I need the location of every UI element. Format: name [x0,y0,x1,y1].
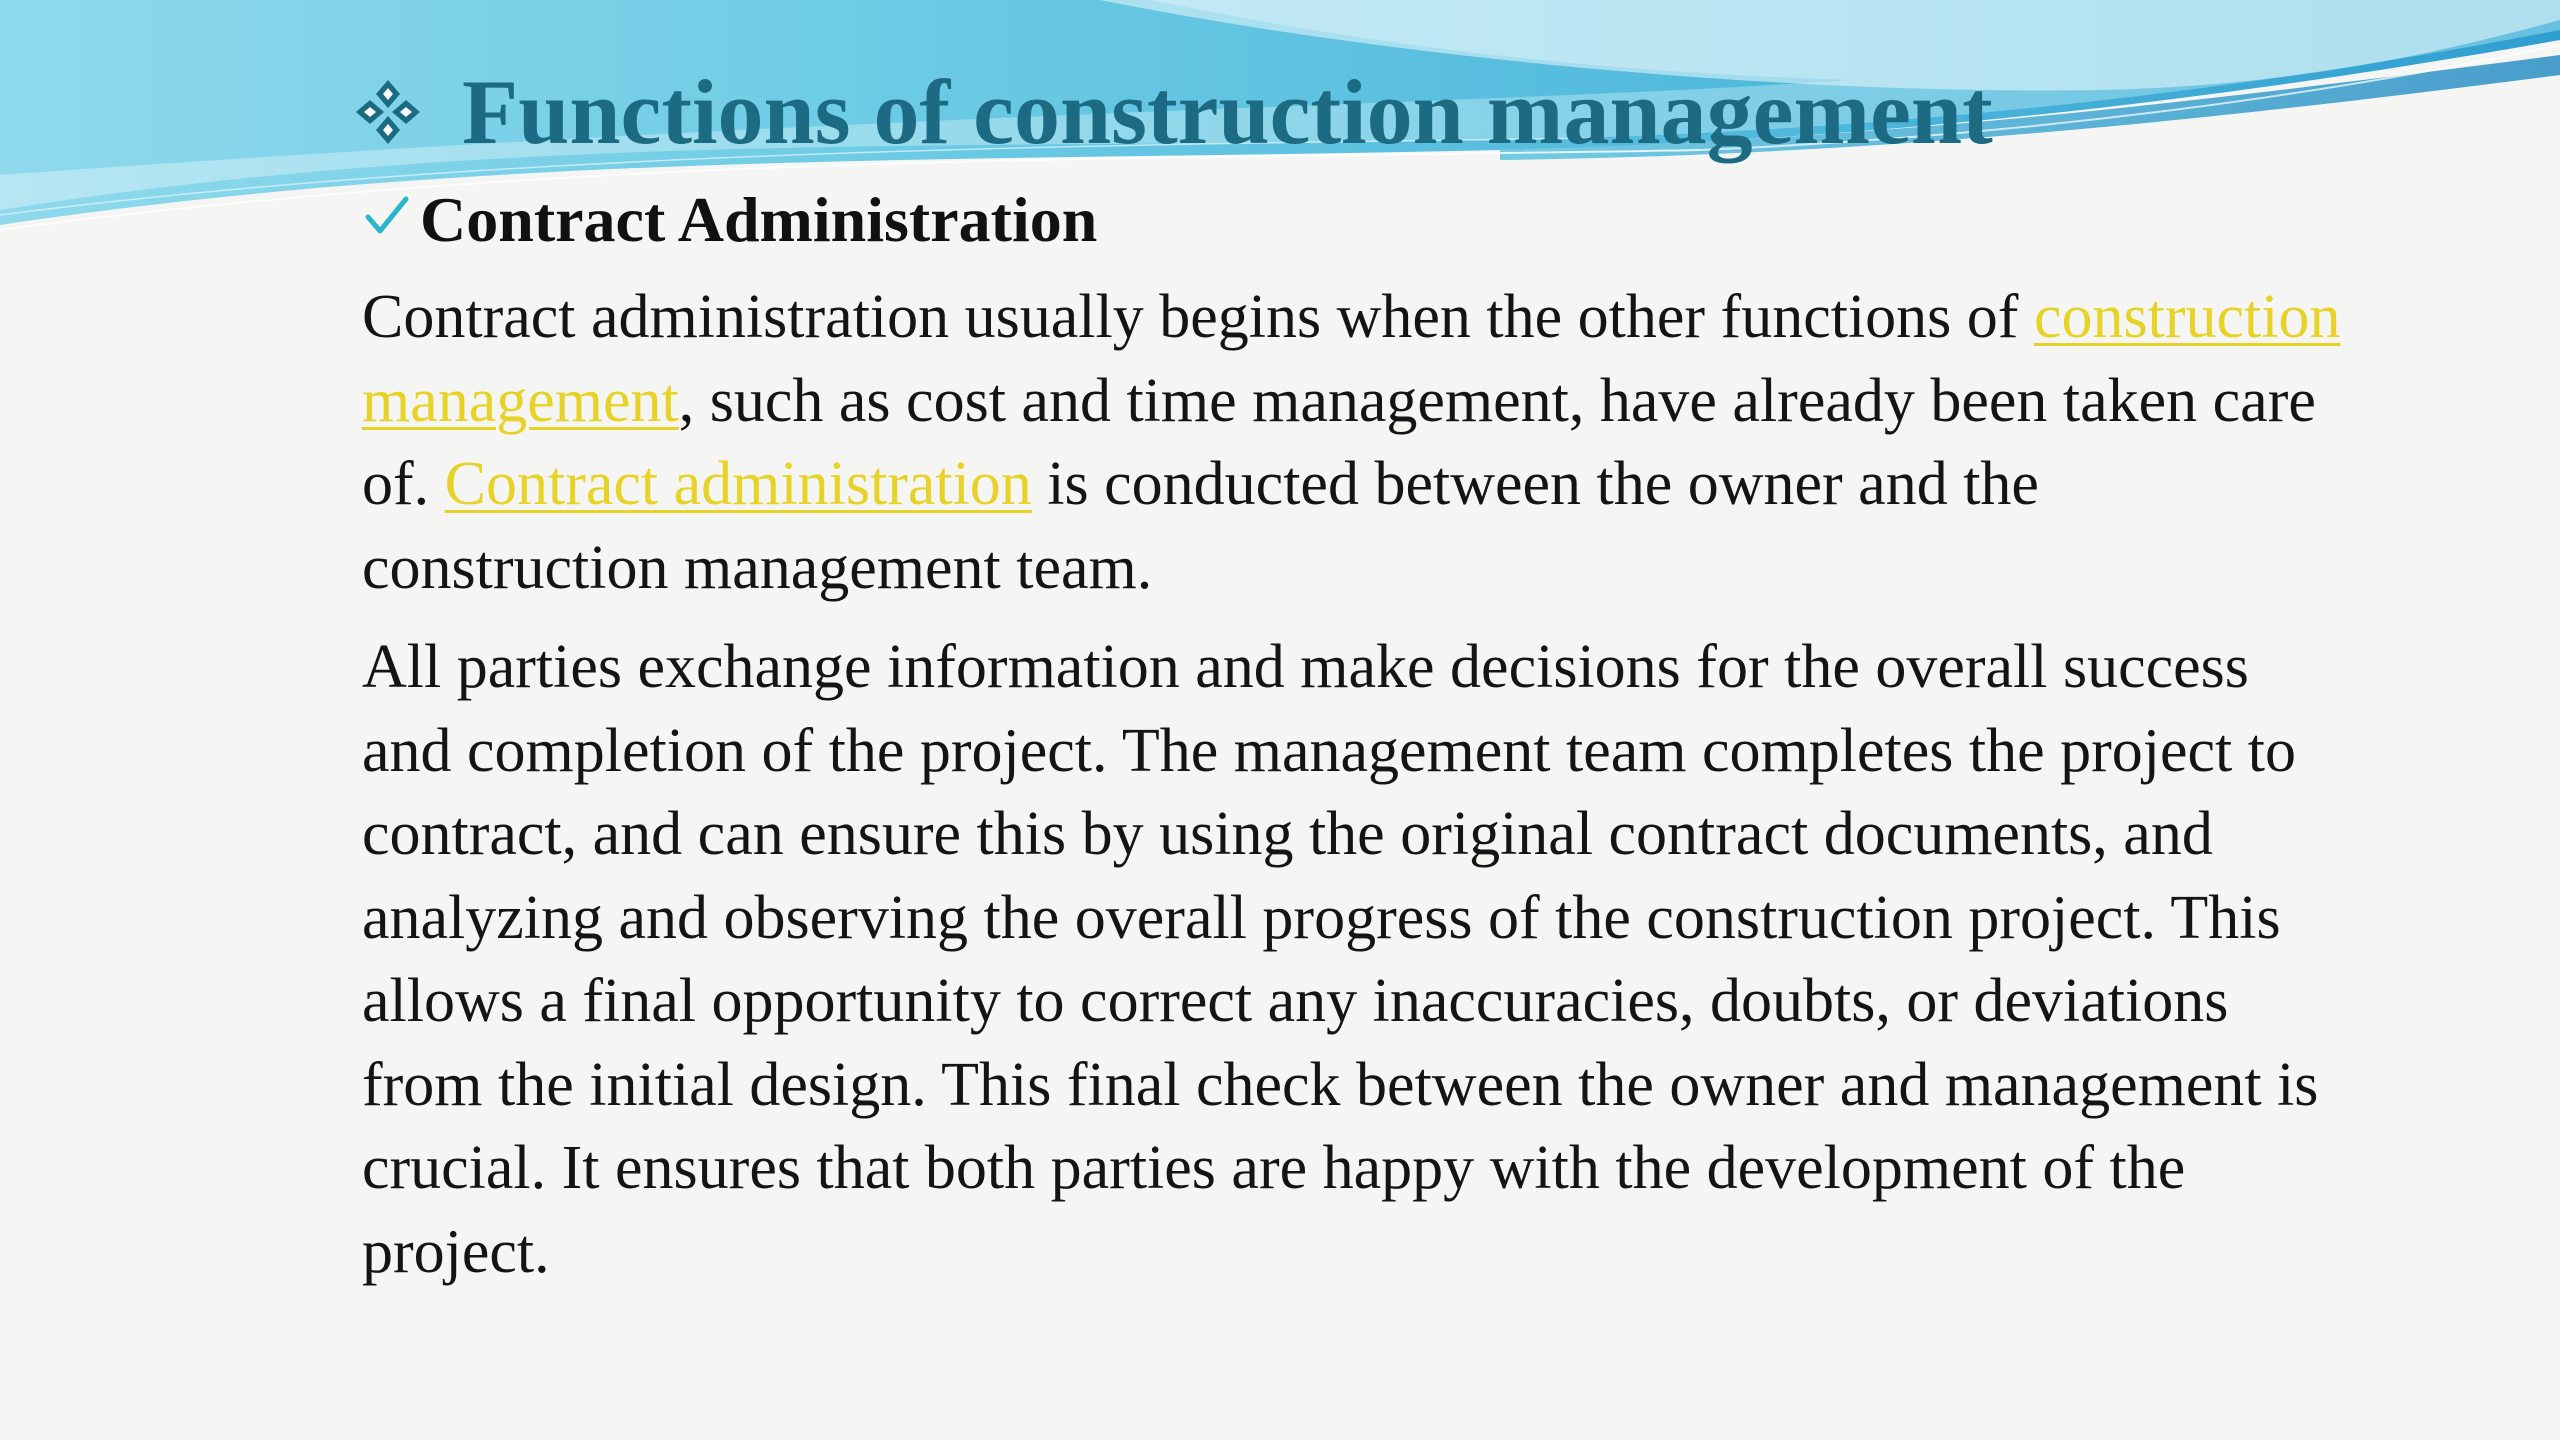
paragraph-text: is conducted between the owner and the construction management team. [362,450,2039,602]
paragraph-parties-exchange: All parties exchange information and make decisions for the overall success and completion of the project. The management team completes the project to contract, and can ensure this by using the original contract documents, and analyzing and observing the overall progress of the construction project. This allows a final opportunity to correct any inaccuracies, doubts, or deviations from the initial design. This final check between the owner and management is crucial. It ensures that both parties are happy with the development of the project. [362,633,2319,1286]
slide-body [362,276,2342,1294]
slide-title: Functions of construction management [462,61,1993,163]
construction-management-link[interactable]: construction management [362,283,2341,435]
section-heading [362,178,1097,262]
checkmark-icon [362,191,412,241]
section-heading-text: Contract Administration [420,184,1098,255]
title-row [352,52,1993,172]
contract-administration-link[interactable]: Contract administration [444,450,1032,518]
paragraph-text: Contract administration usually begins when the other functions of [362,283,2034,351]
paragraph-contract-admin-intro [362,276,2342,610]
diamond-cluster-icon [352,76,424,148]
paragraph-text: , such as cost and time management, have already been taken care of. [362,366,2316,518]
